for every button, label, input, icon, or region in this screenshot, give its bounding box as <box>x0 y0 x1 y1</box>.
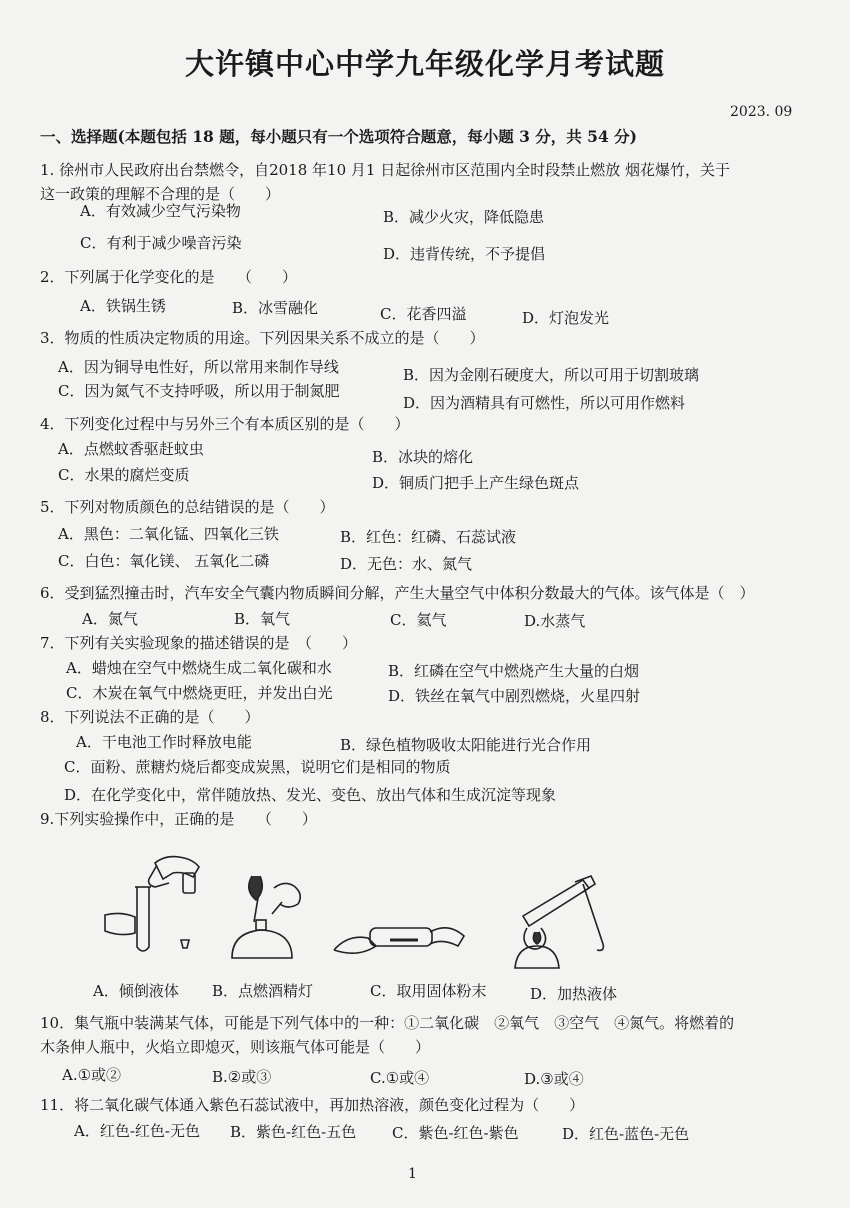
question-6-stem: 6．受到猛烈撞击时，汽车安全气囊内物质瞬间分解，产生大量空气中体积分数最大的气体。该气体是（ ） <box>40 584 755 602</box>
question-10-stem-line2: 木条伸人瓶中，火焰立即熄灭，则该瓶气体可能是（ ） <box>40 1038 431 1056</box>
question-5-option-b: B．红色：红磷、石蕊试液 <box>340 528 517 546</box>
question-6-option-c: C．氦气 <box>390 611 447 629</box>
question-10-option-a: A.①或② <box>62 1066 122 1084</box>
question-3-option-b: B．因为金刚石硬度大，所以可用于切割玻璃 <box>403 366 700 384</box>
question-4-option-a: A．点燃蚊香驱赶蚊虫 <box>58 440 204 458</box>
question-1-option-b: B．减少火灾，降低隐患 <box>383 208 545 226</box>
question-4-option-b: B．冰块的熔化 <box>372 448 474 466</box>
question-4-stem: 4．下列变化过程中与另外三个有本质区别的是（ ） <box>40 415 410 433</box>
question-2-stem: 2．下列属于化学变化的是 （ ） <box>40 268 298 286</box>
question-9-option-b: B．点燃酒精灯 <box>212 982 314 1000</box>
question-11-option-c: C．紫色-红色-紫色 <box>392 1124 519 1142</box>
question-10-option-b: B.②或③ <box>212 1068 272 1086</box>
question-1-stem-line1: 1. 徐州市人民政府出台禁燃令，自2018 年10 月1 日起徐州市区范围内全时段禁止燃放 烟花爆竹，关于 <box>40 161 730 179</box>
exam-date: 2023. 09 <box>730 104 793 120</box>
question-2-option-a: A．铁锅生锈 <box>80 297 166 315</box>
question-1-option-a: A．有效减少空气污染物 <box>80 202 241 220</box>
question-1-option-c: C．有利于减少噪音污染 <box>80 234 242 252</box>
question-3-stem: 3．物质的性质决定物质的用途。下列因果关系不成立的是（ ） <box>40 329 485 347</box>
question-7-stem: 7．下列有关实验现象的描述错误的是 （ ） <box>40 634 358 652</box>
exam-title: 大许镇中心中学九年级化学月考试题 <box>184 47 665 81</box>
question-8-option-c: C．面粉、蔗糖灼烧后都变成炭黑，说明它们是相同的物质 <box>64 758 451 776</box>
question-10-stem-line1: 10．集气瓶中装满某气体，可能是下列气体中的一种：①二氧化碳 ②氧气 ③空气 ④氮气。将燃着的 <box>40 1014 735 1032</box>
question-11-stem: 11．将二氧化碳气体通入紫色石蕊试液中，再加热溶液，颜色变化过程为（ ） <box>40 1096 585 1114</box>
question-11-option-b: B．紫色-红色-五色 <box>230 1123 357 1141</box>
question-3-option-a: A．因为铜导电性好，所以常用来制作导线 <box>58 358 339 376</box>
lighting-alcohol-lamp-illustration <box>222 868 322 968</box>
question-4-option-d: D．铜质门把手上产生绿色斑点 <box>372 474 580 492</box>
question-9-option-c: C．取用固体粉末 <box>370 982 487 1000</box>
question-8-option-a: A．干电池工作时释放电能 <box>76 733 252 751</box>
question-10-option-c: C.①或④ <box>370 1069 430 1087</box>
question-6-option-a: A．氮气 <box>82 610 138 628</box>
question-6-option-b: B．氧气 <box>234 610 291 628</box>
page-number: 1 <box>408 1166 417 1182</box>
question-2-option-b: B．冰雪融化 <box>232 299 319 317</box>
question-1-stem-line2: 这一政策的理解不合理的是（ ） <box>40 185 281 203</box>
question-11-option-a: A．红色-红色-无色 <box>74 1122 200 1140</box>
question-8-option-b: B．绿色植物吸收太阳能进行光合作用 <box>340 736 592 754</box>
question-3-option-d: D．因为酒精具有可燃性，所以可用作燃料 <box>403 394 686 412</box>
question-5-stem: 5．下列对物质颜色的总结错误的是（ ） <box>40 498 335 516</box>
section-heading: 一、选择题(本题包括 18 题，每小题只有一个选项符合题意，每小题 3 分，共 54 分) <box>40 127 637 146</box>
question-7-option-a: A．蜡烛在空气中燃烧生成二氧化碳和水 <box>66 659 332 677</box>
question-8-stem: 8．下列说法不正确的是（ ） <box>40 708 260 726</box>
question-5-option-d: D．无色：水、氮气 <box>340 555 473 573</box>
question-7-option-b: B．红磷在空气中燃烧产生大量的白烟 <box>388 662 640 680</box>
heating-liquid-illustration <box>505 872 615 972</box>
question-7-option-d: D．铁丝在氧气中剧烈燃烧，火星四射 <box>388 687 641 705</box>
taking-solid-powder-illustration <box>330 910 470 970</box>
question-9-option-a: A．倾倒液体 <box>93 982 179 1000</box>
question-6-option-d: D.水蒸气 <box>524 612 586 630</box>
question-3-option-c: C．因为氮气不支持呼吸，所以用于制氮肥 <box>58 382 340 400</box>
question-5-option-a: A．黑色：二氧化锰、四氧化三铁 <box>58 525 279 543</box>
pouring-liquid-illustration <box>95 845 215 960</box>
question-7-option-c: C．木炭在氧气中燃烧更旺，并发出白光 <box>66 684 333 702</box>
question-5-option-c: C．白色：氧化镁、 五氧化二磷 <box>58 552 270 570</box>
question-9-stem: 9.下列实验操作中，正确的是 （ ） <box>40 810 317 828</box>
question-10-option-d: D.③或④ <box>524 1070 584 1088</box>
question-2-option-d: D．灯泡发光 <box>522 309 610 327</box>
question-11-option-d: D．红色-蓝色-无色 <box>562 1125 690 1143</box>
question-9-option-d: D．加热液体 <box>530 985 618 1003</box>
question-2-option-c: C．花香四溢 <box>380 305 467 323</box>
question-1-option-d: D．违背传统，不予提倡 <box>383 245 546 263</box>
question-8-option-d: D．在化学变化中，常伴随放热、发光、变色、放出气体和生成沉淀等现象 <box>64 786 557 804</box>
question-4-option-c: C．水果的腐烂变质 <box>58 466 190 484</box>
